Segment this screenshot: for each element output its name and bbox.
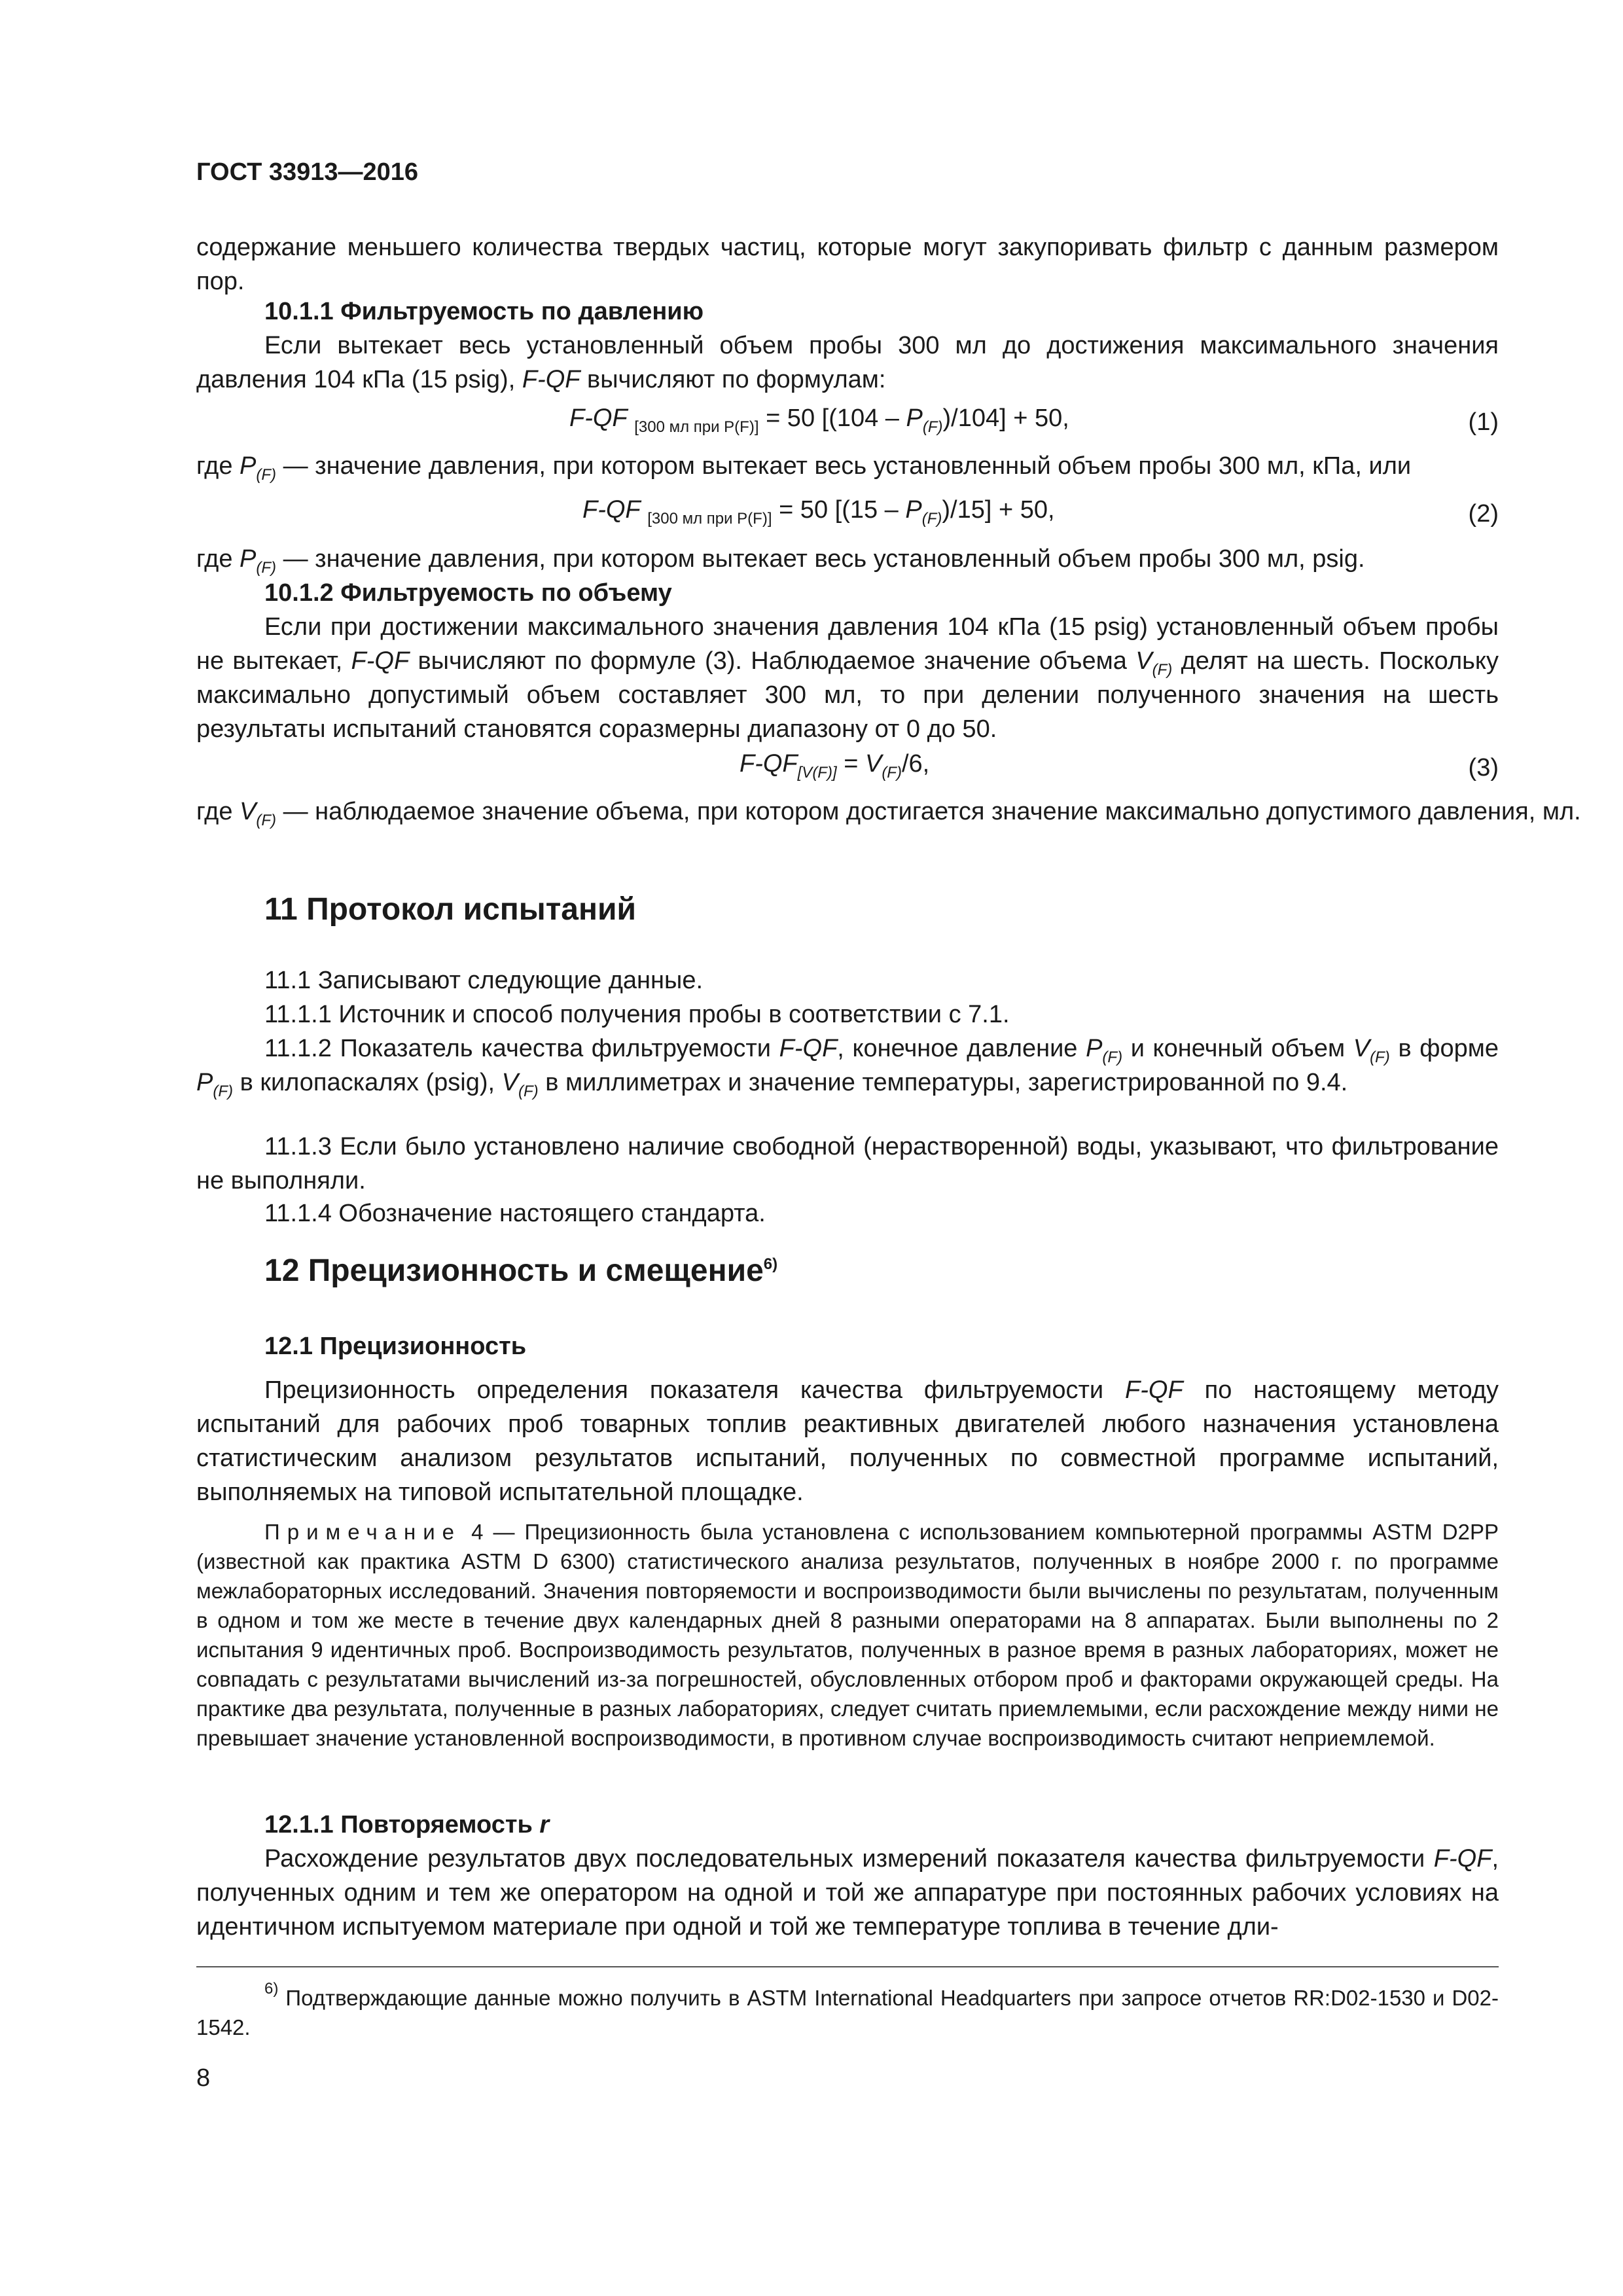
- section-10-1-1-text: Если вытекает весь установленный объем пробы 300 мл до достижения максимального значения давления 104 кПа (15 psig), F-QF вычисляют по формулам:: [196, 332, 1499, 393]
- formula-1-number: (1): [1468, 408, 1499, 436]
- section-12-1-text: Прецизионность определения показателя качества фильтруемости F-QF по настоящему методу испытаний для рабочих проб товарных топлив реактивных двигателей любого назначения установлена статистическим анализом результатов испытаний, полученных по совместной программе испытаний, выполняемых на типовой испытательной площадке.: [196, 1376, 1499, 1506]
- page-number: 8: [196, 2064, 211, 2092]
- section-10-1-2-text: Если при достижении максимального значения давления 104 кПа (15 psig) установленный объем пробы не вытекает, F-QF вычисляют по формуле (3). Наблюдаемое значение объема $V_{(F)}$ делят на шесть. Поскольку максимально допустимый объем составляет 300 мл, то при делении полученного значения на шесть результаты испытаний становятся соразмерны диапазону от 0 до 50.: [196, 613, 1499, 743]
- section-10-1-1-title: 10.1.1 Фильтруемость по давлению: [264, 298, 704, 325]
- formula-2-number: (2): [1468, 500, 1499, 528]
- footnote-ref: 6): [763, 1255, 778, 1273]
- section-12-1-1-title: 12.1.1 Повторяемость r: [264, 1811, 550, 1839]
- paragraph-continuation: содержание меньшего количества твердых частиц, которые могут закупоривать фильтр с данным размером пор.: [196, 234, 1499, 295]
- section-12-title: 12 Прецизионность и смещение$^{6)}$: [264, 1253, 778, 1288]
- formula-3: $F-QF_{[V(F)]} = V_{(F)}/6$, (3): [740, 750, 1499, 781]
- section-12-1-title: 12.1 Прецизионность: [264, 1333, 527, 1360]
- formula-1-explanation: где $P_{(F)}$ — значение давления, при котором вытекает весь установленный объем пробы 300 мл, кПа, или: [196, 452, 1412, 484]
- document-header: ГОСТ 33913—2016: [196, 158, 419, 186]
- footnote-separator: [196, 1966, 1499, 1967]
- footnote-6: $^{6)}$ Подтверждающие данные можно получить в ASTM International Headquarters при запросе отчетов RR:D02-1530 и D02-1542.: [196, 1980, 1499, 2039]
- formula-2: F-QF $_{[300 мл при P(F)]}$ = 50 $[(15 - P_{(F)})/15] + 50$, (2): [582, 496, 1499, 528]
- section-10-1-2-title: 10.1.2 Фильтруемость по объему: [264, 579, 672, 607]
- section-11-1-4: 11.1.4 Обозначение настоящего стандарта.: [264, 1200, 766, 1227]
- formula-3-explanation: где $V_{(F)}$ — наблюдаемое значение объема, при котором достигается значение максимально допустимого давления, мл.: [196, 798, 1581, 829]
- note-label: Примечание: [264, 1520, 462, 1544]
- formula-3-number: (3): [1468, 754, 1499, 781]
- section-11-1: 11.1 Записывают следующие данные.: [264, 967, 704, 994]
- section-11-1-3: 11.1.3 Если было установлено наличие свободной (нерастворенной) воды, указывают, что фильтрование не выполняли.: [196, 1133, 1499, 1194]
- section-12-1-1-text: Расхождение результатов двух последовательных измерений показателя качества фильтруемости F-QF, полученных одним и тем же оператором на одной и той же аппаратуре при постоянных рабочих условиях на идентичном испытуемом материале при одной и той же температуре топлива в течение дли-: [196, 1845, 1499, 1941]
- section-11-1-2: 11.1.2 Показатель качества фильтруемости F-QF, конечное давление $P_{(F)}$ и конечный объем $V_{(F)}$ в форме $P_{(F)}$ в килопаскалях (psig), $V_{(F)}$ в миллиметрах и значение температуры, зарегистрированной по 9.4.: [196, 1035, 1499, 1100]
- formula-2-explanation: где $P_{(F)}$ — значение давления, при котором вытекает весь установленный объем пробы 300 мл, psig.: [196, 545, 1365, 577]
- section-11-1-1: 11.1.1 Источник и способ получения пробы в соответствии с 7.1.: [264, 1001, 1010, 1028]
- section-11-title: 11 Протокол испытаний: [264, 892, 636, 927]
- note-4: Примечание 4 — Прецизионность была установлена с использованием компьютерной программы ASTM D2PP (известной как практика ASTM D 6300) статистического анализа результатов, полученных в ноябре 2000 г. по программе межлабораторных исследований. Значения повторяемости и воспроизводимости были вычислены по результатам, полученным в одном и том же месте в течение двух календарных дней 8 разными операторами на 8 аппаратах. Были выполнены по 2 испытания 9 идентичных проб. Воспроизводимость результатов, полученных в разное время в разных лабораториях, может не совпадать с результатами вычислений из-за погрешностей, обусловленных отбором проб и факторами окружающей среды. На практике два результата, полученные в разных лабораториях, следует считать приемлемыми, если расхождение между ними не превышает значение установленной воспроизводимости, в противном случае воспроизводимость считают неприемлемой.: [196, 1520, 1499, 1750]
- formula-1: F-QF $_{[300 мл при P(F)]}$ = 50 $[(104 - P_{(F)})/104] + 50$, (1): [569, 404, 1499, 436]
